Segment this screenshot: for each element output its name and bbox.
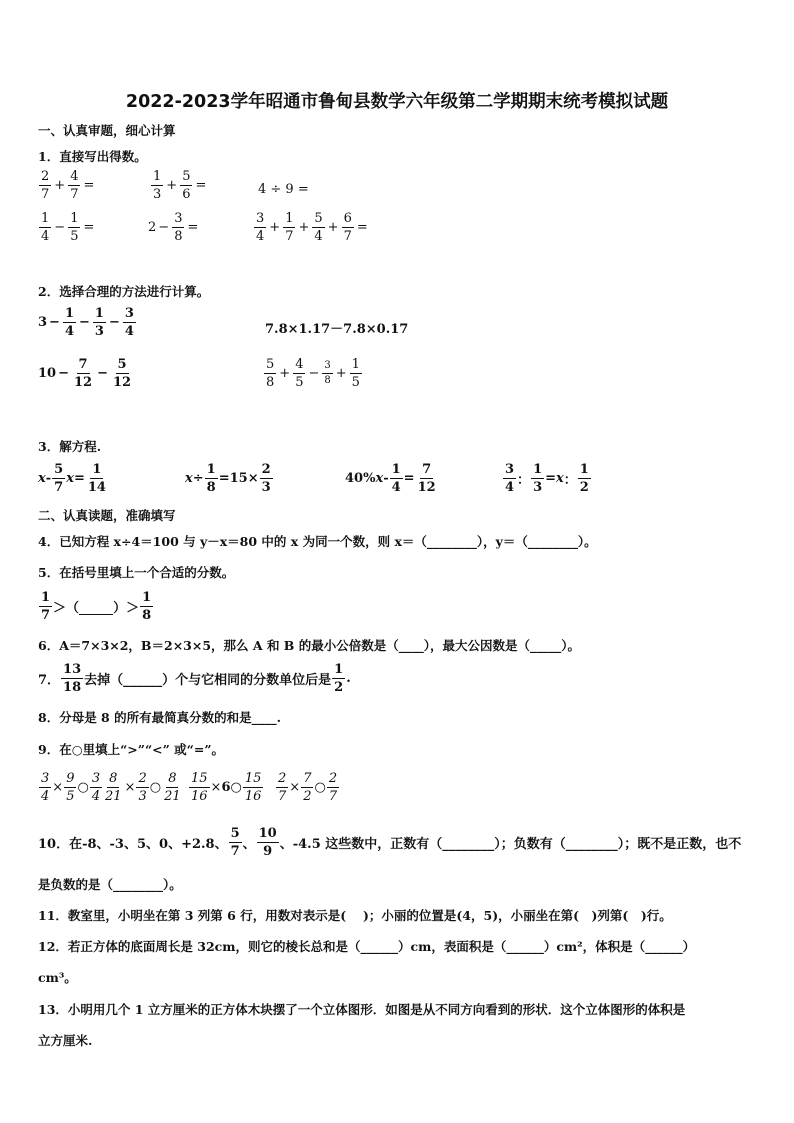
q3-eq-2: x ÷ $\frac{1}{8}$ =15× $\frac{2}{3}$ xyxy=(185,462,271,495)
q3-eq-1: x - $\frac{5}{7}$ x = $\frac{1}{14}$ xyxy=(38,462,106,495)
section-1-heading: 一、认真审题，细心计算 xyxy=(38,123,176,138)
question-8: 8．分母是 8 的所有最简真分数的和是____. xyxy=(38,710,281,725)
q1-expr-4: $\frac{1}{4}$ − $\frac{1}{5}$ = xyxy=(41,211,95,244)
q7-number: 7． xyxy=(38,673,61,688)
q1-expr-3: 4 ÷ 9 = xyxy=(258,182,309,197)
question-12: 12．若正方体的底面周长是 32cm，则它的棱长总和是（______）cm，表面积是（______）cm²，体积是（______） xyxy=(38,939,696,954)
page-title: 2022-2023学年昭通市鲁甸县数学六年级第二学期期末统考模拟试题 xyxy=(125,92,669,112)
q1-expr-5: 2 − $\frac{3}{8}$ = xyxy=(148,211,199,244)
q2-expr-4: $\frac{5}{8}$ + $\frac{4}{5}$ − $\frac{3}{8}$ + $\frac{1}{5}$ xyxy=(266,357,360,390)
section-2-heading: 二、认真读题，准确填写 xyxy=(38,508,176,523)
q5-expr: $\frac{1}{7}$ ＞（ ）＞ $\frac{1}{8}$ xyxy=(41,590,152,623)
q9-compare-2: $\frac{8}{21}$ × $\frac{2}{3}$ ○ $\frac{8}{21}$ xyxy=(105,771,181,804)
q9-compare-4: $\frac{2}{7}$ × $\frac{7}{2}$ ○ $\frac{2}{7}$ xyxy=(278,771,338,804)
q1-expr-2: $\frac{1}{3}$ + $\frac{5}{6}$ = xyxy=(153,169,207,202)
question-10: 10．在-8、-3、5、0、+2.8、 $\frac{5}{7}$ 、 $\frac{10}{9}$ 、-4.5 这些数中，正数有（________）；负数有（________）；既不是正数，也不 xyxy=(38,826,742,859)
q7-end: . xyxy=(346,671,351,686)
q3-eq-4: $\frac{3}{4}$ ： $\frac{1}{3}$ = x ： $\frac{1}{2}$ xyxy=(505,462,589,495)
q2-expr-3: 10 − $\frac{7}{12}$ − $\frac{5}{12}$ xyxy=(38,357,132,390)
q10-text-b: 、-4.5 这些数中，正数有（________）；负数有（________）；既不是正数，也不 xyxy=(279,837,742,852)
q1-expr-1: $\frac{2}{7}$ + $\frac{4}{7}$ = xyxy=(41,169,95,202)
q9-compare-3: $\frac{15}{16}$ × 6 ○ $\frac{15}{16}$ xyxy=(191,771,262,804)
question-6: 6．A＝7×3×2，B＝2×3×5，那么 A 和 B 的最小公倍数是（____），最大公因数是（_____）。 xyxy=(38,638,580,653)
question-1: 1．直接写出得数。 xyxy=(38,149,147,164)
question-13-cont: 立方厘米. xyxy=(38,1033,93,1048)
q9-compare-1: $\frac{3}{4}$ × $\frac{9}{5}$ ○ $\frac{3}{4}$ xyxy=(41,771,101,804)
question-10-cont: 是负数的是（________）。 xyxy=(38,877,182,892)
question-13: 13．小明用几个 1 立方厘米的正方体木块摆了一个立体图形．如图是从不同方向看到的形状．这个立体图形的体积是 xyxy=(38,1002,686,1017)
q1-expr-6: $\frac{3}{4}$ + $\frac{1}{7}$ + $\frac{5}{4}$ + $\frac{6}{7}$ = xyxy=(256,211,368,244)
question-12-cont: cm³。 xyxy=(38,970,77,985)
question-4: 4．已知方程 x÷4＝100 与 y－x＝80 中的 x 为同一个数，则 x＝（________），y＝（________）。 xyxy=(38,534,597,549)
question-9: 9．在○里填上“>”“<” 或“=”。 xyxy=(38,742,225,757)
q3-eq-3: 40% x - $\frac{1}{4}$ = $\frac{7}{12}$ xyxy=(345,462,436,495)
q7-text: 去掉（______）个与它相同的分数单位后是 xyxy=(84,673,332,688)
q2-expr-2: 7.8×1.17－7.8×0.17 xyxy=(265,322,409,337)
question-3: 3．解方程. xyxy=(38,439,102,454)
question-2: 2．选择合理的方法进行计算。 xyxy=(38,284,210,299)
q10-text-a: 10．在-8、-3、5、0、+2.8、 xyxy=(38,837,228,852)
question-7: 7． $\frac{13}{18}$ 去掉（______）个与它相同的分数单位后是 $\frac{1}{2}$ . xyxy=(38,662,351,695)
q2-expr-1: 3 − $\frac{1}{4}$ − $\frac{1}{3}$ − $\frac{3}{4}$ xyxy=(38,306,134,339)
question-11: 11．教室里，小明坐在第 3 列第 6 行，用数对表示是( )；小丽的位置是(4，5)，小丽坐在第( )列第( )行。 xyxy=(38,908,672,923)
question-5: 5．在括号里填上一个合适的分数。 xyxy=(38,565,235,580)
